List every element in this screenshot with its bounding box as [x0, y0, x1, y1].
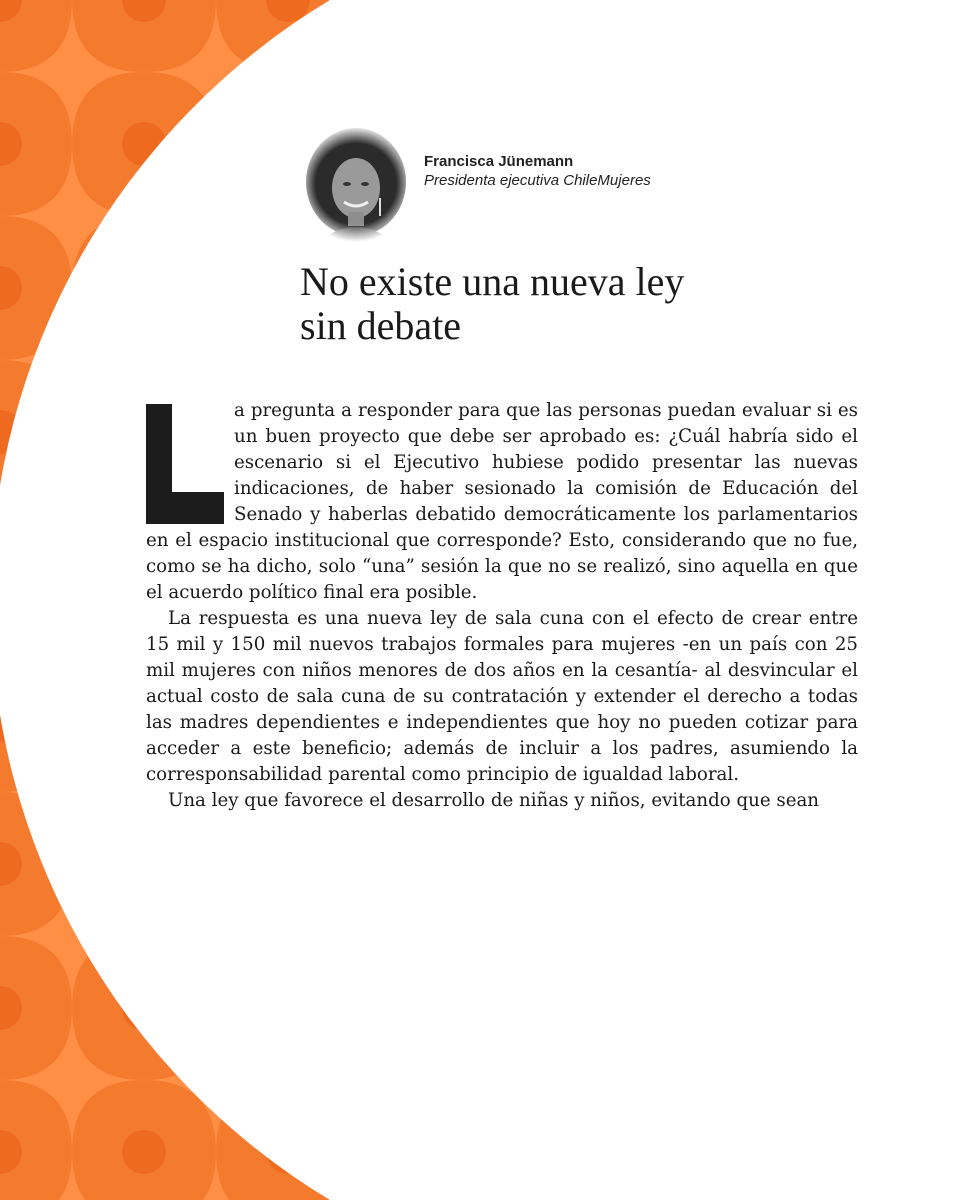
- author-portrait: [298, 126, 414, 242]
- author-role: Presidenta ejecutiva ChileMujeres: [424, 172, 651, 189]
- paragraph-1: a pregunta a responder para que las personas puedan evaluar si es un buen proyecto que debe ser aprobado es: ¿Cuál habría sido el escenario si el Ejecutivo hubiese podido presentar las nuevas indicaciones, de haber sesionado la comisión de Educación del Senado y haberlas debatido democráticamente los parlamentarios en el espacio institucional que corresponde? Esto, considerando que no fue, como se ha dicho, solo “una” sesión la que no se realizó, sino aquella en que el acuerdo político final era posible.: [146, 400, 858, 603]
- drop-cap-letter-l: [146, 404, 224, 524]
- headline: No existe una nueva ley sin debate: [300, 259, 685, 348]
- article-body: [146, 398, 858, 814]
- paragraph-3: Una ley que favorece el desarrollo de niñas y niños, evitando que sean: [168, 790, 820, 811]
- author-text: [424, 152, 651, 190]
- author-name: Francisca Jünemann: [424, 153, 574, 170]
- paragraph-2: La respuesta es una nueva ley de sala cuna con el efecto de crear entre 15 mil y 150 mil nuevos trabajos formales para mujeres -en un país con 25 mil mujeres con niños menores de dos años en la cesantía- al desvincular el actual costo de sala cuna de su contratación y extender el derecho a todas las madres dependientes e independientes que hoy no pueden cotizar para acceder a este beneficio; además de incluir a los padres, asumiendo la corresponsabilidad parental como principio de igualdad laboral.: [146, 608, 858, 785]
- author-byline: [298, 125, 651, 243]
